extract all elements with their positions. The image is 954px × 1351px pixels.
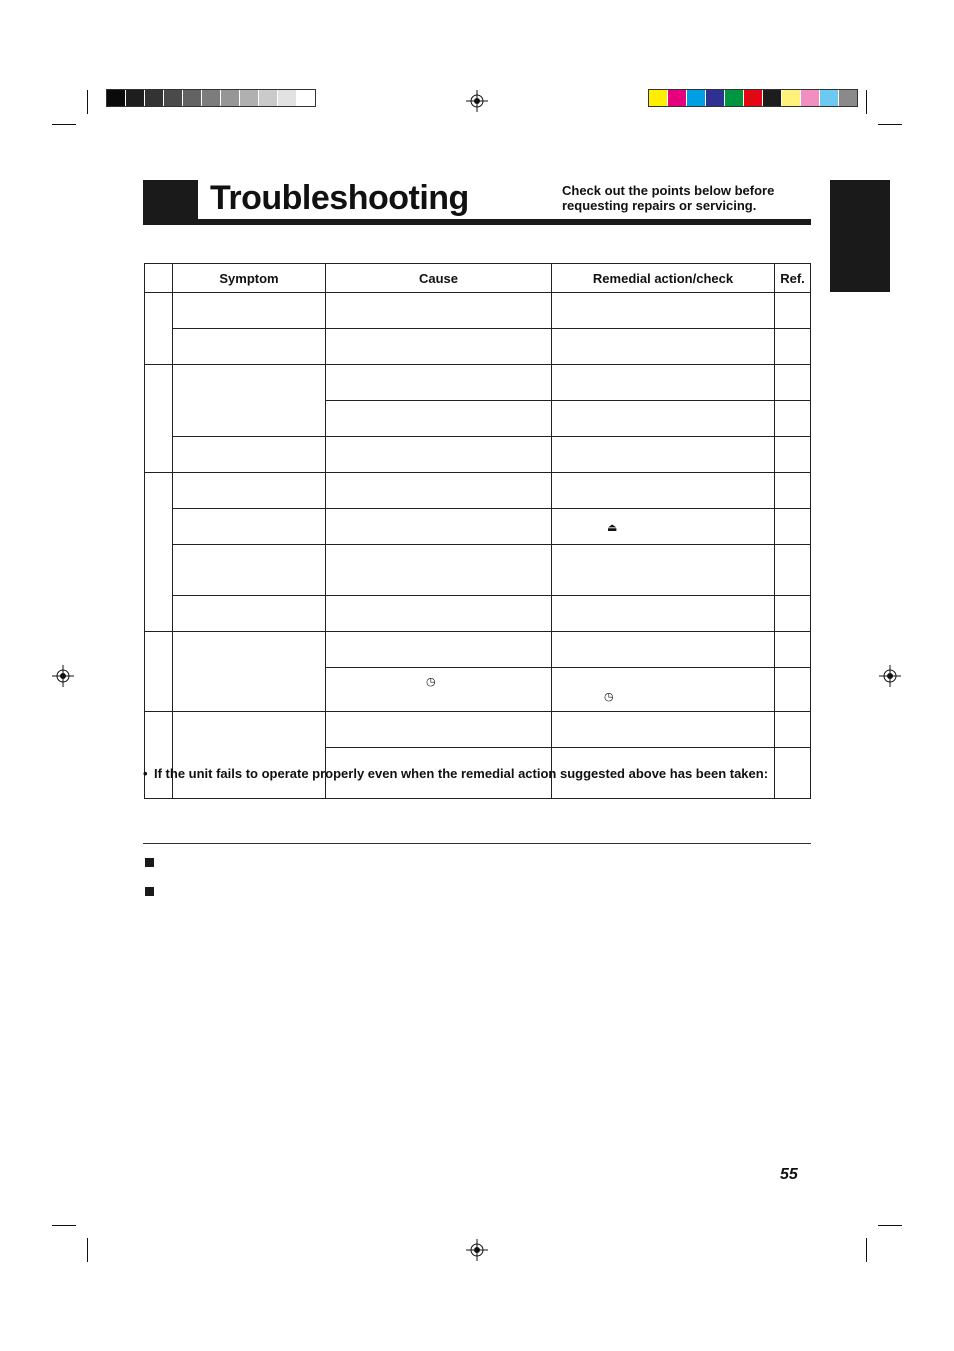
cause-cell — [326, 596, 552, 632]
gray-swatch — [164, 90, 183, 106]
cause-cell — [326, 668, 552, 712]
cause-cell — [326, 632, 552, 668]
section-rule — [143, 843, 811, 844]
color-swatch — [782, 90, 801, 106]
grayscale-bar — [106, 89, 316, 107]
note-bullet: • — [143, 766, 148, 781]
symptom-cell — [173, 596, 326, 632]
registration-mark-icon — [466, 1239, 488, 1261]
remedy-header: Remedial action/check — [552, 264, 775, 293]
cause-cell — [326, 401, 552, 437]
category-cell — [145, 365, 173, 473]
cause-cell — [326, 365, 552, 401]
remedy-cell — [552, 473, 775, 509]
table-header-row — [145, 264, 811, 293]
registration-mark-icon — [879, 665, 901, 687]
clock-icon: ◷ — [604, 691, 614, 703]
note — [143, 766, 803, 782]
table-row — [145, 545, 811, 596]
color-bar — [648, 89, 858, 107]
ref-header: Ref. — [775, 264, 811, 293]
gray-swatch — [240, 90, 259, 106]
remedy-cell — [552, 668, 775, 712]
category-cell — [145, 632, 173, 712]
color-swatch — [649, 90, 668, 106]
symptom-cell — [173, 509, 326, 545]
remedy-cell — [552, 401, 775, 437]
page-subtitle: Check out the points below before requesting repairs or servicing. — [562, 183, 775, 213]
remedy-cell — [552, 632, 775, 668]
color-swatch — [668, 90, 687, 106]
ref-cell — [775, 668, 811, 712]
remedy-cell — [552, 437, 775, 473]
trim-mark — [878, 1225, 902, 1226]
remedy-cell — [552, 545, 775, 596]
ref-cell — [775, 293, 811, 329]
gray-swatch — [145, 90, 164, 106]
symptom-cell — [173, 293, 326, 329]
ref-cell — [775, 596, 811, 632]
category-cell — [145, 293, 173, 365]
registration-mark-icon — [466, 90, 488, 112]
trim-mark — [52, 1225, 76, 1226]
symptom-cell — [173, 365, 326, 437]
color-swatch — [706, 90, 725, 106]
symptom-header: Symptom — [173, 264, 326, 293]
ref-cell — [775, 365, 811, 401]
ref-cell — [775, 509, 811, 545]
square-bullet-icon — [145, 887, 154, 896]
table-row — [145, 329, 811, 365]
color-swatch — [820, 90, 839, 106]
remedy-cell — [552, 509, 775, 545]
square-bullet-icon — [145, 858, 154, 867]
cause-header: Cause — [326, 264, 552, 293]
remedy-cell — [552, 329, 775, 365]
color-swatch — [839, 90, 857, 106]
remedy-cell — [552, 365, 775, 401]
ref-cell — [775, 329, 811, 365]
table-row — [145, 365, 811, 401]
remedy-cell — [552, 712, 775, 748]
symptom-cell — [173, 437, 326, 473]
table-row — [145, 509, 811, 545]
eject-icon: ⏏ — [607, 522, 618, 534]
note-text: If the unit fails to operate properly even when the remedial action suggested above has been taken: — [154, 766, 769, 781]
trim-mark — [878, 124, 902, 125]
remedy-cell — [552, 596, 775, 632]
page-title: Troubleshooting — [210, 179, 469, 217]
color-swatch — [725, 90, 744, 106]
gray-swatch — [278, 90, 297, 106]
ref-cell — [775, 712, 811, 748]
category-header — [145, 264, 173, 293]
trim-mark — [87, 1238, 88, 1262]
registration-mark-icon — [52, 665, 74, 687]
ref-cell — [775, 632, 811, 668]
table-row — [145, 712, 811, 748]
ref-cell — [775, 437, 811, 473]
title-rule — [143, 219, 811, 225]
symptom-cell — [173, 712, 326, 799]
symptom-cell — [173, 632, 326, 712]
gray-swatch — [297, 90, 315, 106]
table-row — [145, 596, 811, 632]
clock-icon: ◷ — [426, 676, 436, 688]
ref-cell — [775, 401, 811, 437]
cause-cell — [326, 329, 552, 365]
gray-swatch — [221, 90, 240, 106]
cause-cell — [326, 509, 552, 545]
symptom-cell — [173, 473, 326, 509]
section-tab — [830, 180, 890, 292]
page-number: 55 — [780, 1166, 798, 1183]
gray-swatch — [202, 90, 221, 106]
color-swatch — [801, 90, 820, 106]
gray-swatch — [259, 90, 278, 106]
trim-mark — [866, 1238, 867, 1262]
cause-cell — [326, 437, 552, 473]
color-swatch — [763, 90, 782, 106]
symptom-cell — [173, 545, 326, 596]
ref-cell — [775, 545, 811, 596]
cause-cell — [326, 712, 552, 748]
cause-cell — [326, 545, 552, 596]
gray-swatch — [183, 90, 202, 106]
trim-mark — [87, 90, 88, 114]
table-row — [145, 473, 811, 509]
table-row — [145, 437, 811, 473]
table-row — [145, 632, 811, 668]
category-cell — [145, 473, 173, 632]
gray-swatch — [126, 90, 145, 106]
category-cell — [145, 712, 173, 799]
title-block — [143, 180, 198, 222]
cause-cell — [326, 293, 552, 329]
gray-swatch — [107, 90, 126, 106]
color-swatch — [744, 90, 763, 106]
cause-cell — [326, 473, 552, 509]
trim-mark — [866, 90, 867, 114]
ref-cell — [775, 473, 811, 509]
table-row — [145, 293, 811, 329]
troubleshooting-table — [144, 263, 811, 799]
trim-mark — [52, 124, 76, 125]
symptom-cell — [173, 329, 326, 365]
color-swatch — [687, 90, 706, 106]
remedy-cell — [552, 293, 775, 329]
